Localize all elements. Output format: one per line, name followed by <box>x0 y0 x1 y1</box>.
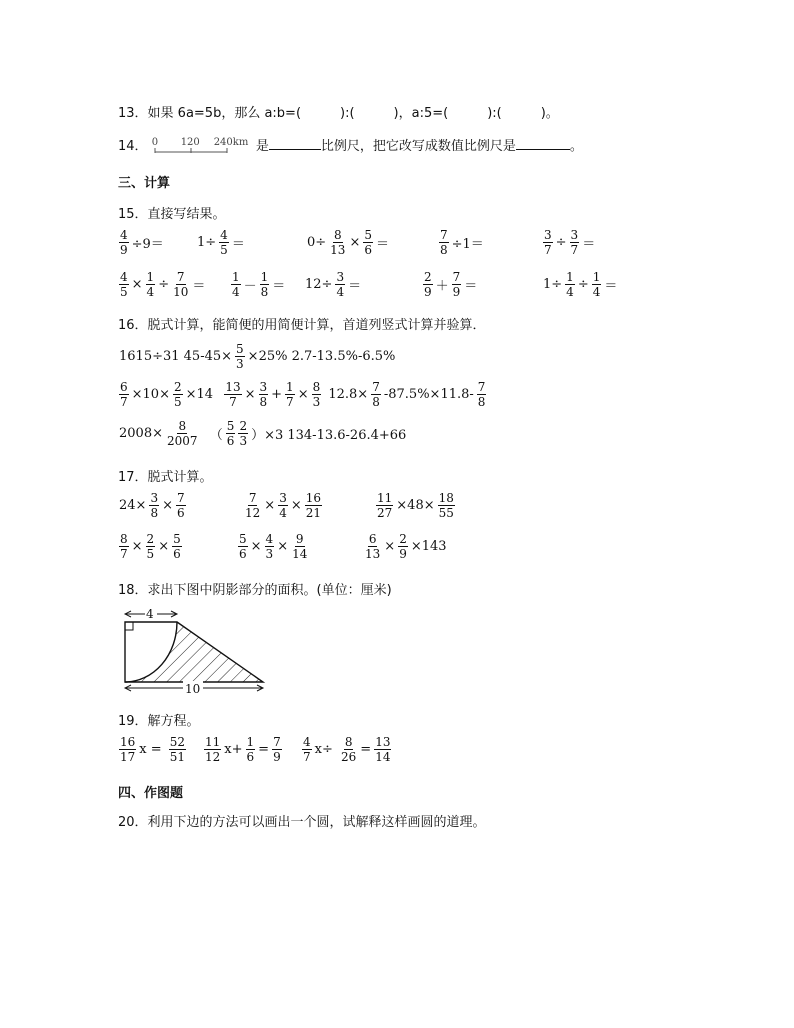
expression-text: 0÷ <box>307 235 327 250</box>
fraction <box>146 533 156 560</box>
fraction <box>238 420 248 447</box>
denominator: 26 <box>341 750 357 764</box>
fraction <box>119 533 129 560</box>
q16-line-1 <box>118 343 396 370</box>
denominator: 9 <box>120 243 128 257</box>
fraction <box>305 492 322 519</box>
denominator: 4 <box>232 285 240 299</box>
numerator: 4 <box>303 735 311 749</box>
denominator: 14 <box>375 750 391 764</box>
q16-line-3 <box>118 420 407 447</box>
denominator: 3 <box>312 395 321 409</box>
fraction <box>278 492 288 519</box>
denominator: 6 <box>173 547 181 561</box>
scale-label: 0 <box>151 136 159 148</box>
q16-line-2 <box>118 381 487 408</box>
scale-label: 120 <box>180 136 200 148</box>
numerator: 16 <box>305 491 322 505</box>
denominator: 13 <box>330 243 346 257</box>
denominator: 9 <box>399 547 407 561</box>
fraction <box>291 533 308 560</box>
expression-text: ÷9＝ <box>131 237 164 252</box>
numerator: 2 <box>146 532 155 546</box>
fraction <box>224 381 241 408</box>
denominator: 8 <box>259 395 268 409</box>
fraction <box>398 533 408 560</box>
numerator: 8 <box>344 735 353 749</box>
fraction <box>565 271 575 298</box>
scale-label: 240km <box>213 136 249 148</box>
expression-text: ＝ <box>231 237 245 252</box>
denominator: 9 <box>273 750 281 764</box>
fraction <box>364 533 381 560</box>
numerator: 7 <box>372 380 380 394</box>
fraction <box>329 229 346 256</box>
denominator: 13 <box>365 547 381 561</box>
expression-text: x+ <box>224 742 243 757</box>
denominator: 6 <box>364 243 372 257</box>
expression-text: × <box>158 539 170 554</box>
fraction <box>285 381 295 408</box>
expression-text: ÷ <box>555 235 567 250</box>
numerator: 4 <box>265 532 274 546</box>
expression-text: = <box>360 742 372 757</box>
expression-text: ＝ <box>376 237 390 252</box>
denominator: 7 <box>303 750 311 764</box>
expression-text: × <box>297 387 309 402</box>
question-13: 13．如果 6a=5b，那么 a:b=( ):( )，a:5=( ):( )。 <box>118 106 559 121</box>
section-heading: 四、作图题 <box>118 786 184 801</box>
denominator: 8 <box>477 395 486 409</box>
denominator: 7 <box>570 243 579 257</box>
fraction <box>219 229 229 256</box>
line-scale <box>152 138 252 156</box>
numerator: 13 <box>375 735 391 749</box>
q15-item <box>422 271 478 298</box>
numerator: 5 <box>239 532 247 546</box>
fraction <box>119 736 136 763</box>
fraction <box>119 381 129 408</box>
numerator: 5 <box>236 342 244 356</box>
q19-equation <box>203 736 283 763</box>
expression-text: ＝ <box>604 279 618 294</box>
denominator: 55 <box>438 506 454 520</box>
denominator: 14 <box>292 547 308 561</box>
numerator: 3 <box>259 380 268 394</box>
expression-text: ÷ <box>577 277 589 292</box>
q19-equation <box>118 736 187 763</box>
numerator: 3 <box>336 270 345 284</box>
expression-text: + <box>271 387 283 402</box>
expression-text: 1÷ <box>543 277 563 292</box>
q19-equation <box>301 736 392 763</box>
expression-text: × <box>264 498 276 513</box>
numerator: 1 <box>260 270 269 284</box>
numerator: 1 <box>286 380 294 394</box>
expression-text: × <box>131 277 143 292</box>
expression-text: -87.5%×11.8- <box>383 387 474 402</box>
answer-blank[interactable] <box>269 149 321 150</box>
denominator: 9 <box>452 285 461 299</box>
numerator: 3 <box>150 491 159 505</box>
numerator: 7 <box>440 228 448 242</box>
fraction <box>376 492 393 519</box>
numerator: 9 <box>295 532 304 546</box>
fraction <box>172 271 189 298</box>
fraction <box>169 736 186 763</box>
numerator: 8 <box>333 228 342 242</box>
fraction <box>439 229 449 256</box>
numerator: 2 <box>424 270 432 284</box>
fraction <box>173 381 183 408</box>
denominator: 12 <box>245 506 261 520</box>
denominator: 5 <box>146 547 155 561</box>
expression-text: ×25% 2.7-13.5%-6.5% <box>247 349 396 364</box>
expression-text: ＝ <box>348 279 362 294</box>
fraction <box>452 271 462 298</box>
denominator: 4 <box>279 506 287 520</box>
fraction <box>172 533 182 560</box>
denominator: 4 <box>566 285 574 299</box>
scale-bar <box>152 138 252 156</box>
expression-text: = <box>258 742 270 757</box>
denominator: 2007 <box>166 434 198 448</box>
numerator: 11 <box>377 491 393 505</box>
denominator: 4 <box>146 285 155 299</box>
q17-item <box>118 533 183 560</box>
question-17-title: 17．脱式计算。 <box>118 470 213 485</box>
numerator: 2 <box>173 380 182 394</box>
denominator: 6 <box>239 547 247 561</box>
q17-item <box>237 533 309 560</box>
expression-text: ）×3 134-13.6-26.4+66 <box>251 428 407 443</box>
fraction <box>570 229 580 256</box>
expression-text: × <box>290 498 302 513</box>
numerator: 16 <box>120 735 136 749</box>
numerator: 8 <box>178 419 187 433</box>
expression-text: 1615÷31 45-45× <box>119 349 233 364</box>
section-heading: 三、计算 <box>118 176 171 191</box>
expression-text: ＝ <box>272 279 286 294</box>
denominator: 9 <box>424 285 432 299</box>
numerator: 8 <box>120 532 128 546</box>
fraction <box>238 533 248 560</box>
denominator: 3 <box>236 357 244 371</box>
denominator: 27 <box>377 506 393 520</box>
numerator: 7 <box>176 270 185 284</box>
denominator: 6 <box>226 434 235 448</box>
q15-item <box>542 271 618 298</box>
expression-text: × <box>277 539 289 554</box>
q15-item <box>118 229 165 256</box>
numerator: 18 <box>438 491 454 505</box>
question-15-title: 15．直接写结果。 <box>118 207 226 222</box>
q17-item <box>243 492 323 519</box>
expression-text: ＝ <box>192 279 206 294</box>
numerator: 8 <box>312 380 321 394</box>
numerator: 52 <box>169 735 186 749</box>
fraction <box>176 492 186 519</box>
expression-text: （ <box>201 428 223 443</box>
label-bottom: 10 <box>185 682 201 696</box>
numerator: 3 <box>279 491 287 505</box>
shaded-area-figure <box>115 606 275 696</box>
numerator: 6 <box>368 532 377 546</box>
denominator: 5 <box>120 285 128 299</box>
denominator: 7 <box>120 547 128 561</box>
expression-text: ×48× <box>396 498 435 513</box>
fraction <box>259 381 269 408</box>
numerator: 2 <box>399 532 407 546</box>
fraction <box>374 736 391 763</box>
denominator: 51 <box>169 750 186 764</box>
numerator: 1 <box>246 735 255 749</box>
denominator: 12 <box>205 750 221 764</box>
numerator: 3 <box>570 228 579 242</box>
fraction <box>149 492 159 519</box>
denominator: 8 <box>260 285 269 299</box>
numerator: 7 <box>248 491 257 505</box>
expression-text: ＝ <box>464 279 478 294</box>
q17-item <box>363 533 448 560</box>
question-16-title: 16．脱式计算，能简便的用简便计算，首道列竖式计算并验算． <box>118 318 486 333</box>
numerator: 3 <box>544 228 552 242</box>
q15-item <box>196 229 246 256</box>
expression-text: ×143 <box>410 539 447 554</box>
expression-text: 12.8× <box>324 387 369 402</box>
denominator: 7 <box>286 395 294 409</box>
expression-text: ÷1＝ <box>451 237 484 252</box>
numerator: 1 <box>146 270 155 284</box>
fraction <box>260 271 270 298</box>
question-19-title: 19．解方程。 <box>118 714 200 729</box>
denominator: 7 <box>229 395 237 409</box>
fraction <box>226 420 236 447</box>
numerator: 4 <box>220 228 228 242</box>
numerator: 11 <box>205 735 221 749</box>
q15-item <box>118 271 206 298</box>
fraction <box>146 271 156 298</box>
numerator: 1 <box>592 270 601 284</box>
expression-text: x = <box>139 742 166 757</box>
expression-text: ＋ <box>435 279 449 294</box>
numerator: 1 <box>566 270 574 284</box>
numerator: 7 <box>452 270 461 284</box>
q15-item <box>438 229 485 256</box>
expression-text: × <box>244 387 256 402</box>
expression-text: × <box>384 539 396 554</box>
q15-item <box>304 271 362 298</box>
fraction <box>119 229 129 256</box>
fraction <box>371 381 381 408</box>
numerator: 1 <box>232 270 240 284</box>
expression-text: ÷ <box>158 277 170 292</box>
question-14: 14． 0 120 240km 是 比例尺，把它改写成数值比例尺是 。 <box>118 136 583 154</box>
expression-text: x÷ <box>314 742 337 757</box>
denominator: 5 <box>173 395 182 409</box>
q17-item <box>118 492 187 519</box>
label-top: 4 <box>146 607 154 621</box>
expression-text: ×10× <box>131 387 170 402</box>
numerator: 4 <box>120 270 128 284</box>
fraction <box>302 736 312 763</box>
numerator: 7 <box>176 491 185 505</box>
expression-text: × <box>162 498 173 513</box>
denominator: 3 <box>265 547 274 561</box>
numerator: 2 <box>239 419 248 433</box>
question-18-title: 18．求出下图中阴影部分的面积。(单位：厘米) <box>118 583 392 598</box>
fraction <box>312 381 322 408</box>
fraction <box>246 736 256 763</box>
expression-text: × <box>349 235 361 250</box>
fraction <box>438 492 455 519</box>
denominator: 7 <box>544 243 552 257</box>
denominator: 4 <box>336 285 345 299</box>
expression-text: ×14 <box>185 387 222 402</box>
fraction <box>335 271 345 298</box>
numerator: 5 <box>173 532 181 546</box>
numerator: 7 <box>273 735 281 749</box>
question-number: 14． <box>118 139 148 154</box>
denominator: 5 <box>220 243 228 257</box>
expression-text: 24× <box>119 498 147 513</box>
fraction <box>166 420 199 447</box>
expression-text: × <box>250 539 262 554</box>
expression-text: 2008× <box>119 426 163 441</box>
question-20-title: 20．利用下边的方法可以画出一个圆，试解释这样画圆的道理。 <box>118 815 486 830</box>
fraction <box>204 736 221 763</box>
fraction <box>340 736 357 763</box>
numerator: 7 <box>477 380 486 394</box>
denominator: 8 <box>440 243 448 257</box>
fraction <box>423 271 433 298</box>
expression-text: 12÷ <box>305 277 333 292</box>
fraction <box>265 533 275 560</box>
fraction <box>119 271 129 298</box>
denominator: 8 <box>150 506 159 520</box>
denominator: 10 <box>173 285 189 299</box>
q15-item <box>230 271 286 298</box>
numerator: 6 <box>120 380 128 394</box>
numerator: 5 <box>226 419 235 433</box>
fraction <box>231 271 241 298</box>
denominator: 3 <box>239 434 248 448</box>
q15-item <box>542 229 596 256</box>
fraction <box>592 271 602 298</box>
q17-item <box>375 492 456 519</box>
expression-text: × <box>131 539 143 554</box>
denominator: 8 <box>372 395 380 409</box>
fraction <box>272 736 282 763</box>
denominator: 4 <box>592 285 601 299</box>
denominator: 17 <box>120 750 136 764</box>
fraction <box>235 343 245 370</box>
denominator: 6 <box>246 750 255 764</box>
expression-text: － <box>243 279 257 294</box>
numerator: 13 <box>225 380 241 394</box>
numerator: 4 <box>120 228 128 242</box>
expression-text: 1÷ <box>197 235 217 250</box>
denominator: 21 <box>305 506 322 520</box>
fraction <box>543 229 553 256</box>
fraction <box>244 492 261 519</box>
expression-text: ＝ <box>582 237 596 252</box>
denominator: 6 <box>176 506 185 520</box>
fraction <box>363 229 373 256</box>
answer-blank[interactable] <box>516 149 570 150</box>
denominator: 7 <box>120 395 128 409</box>
numerator: 5 <box>364 228 372 242</box>
fraction <box>477 381 487 408</box>
q15-item <box>306 229 390 256</box>
